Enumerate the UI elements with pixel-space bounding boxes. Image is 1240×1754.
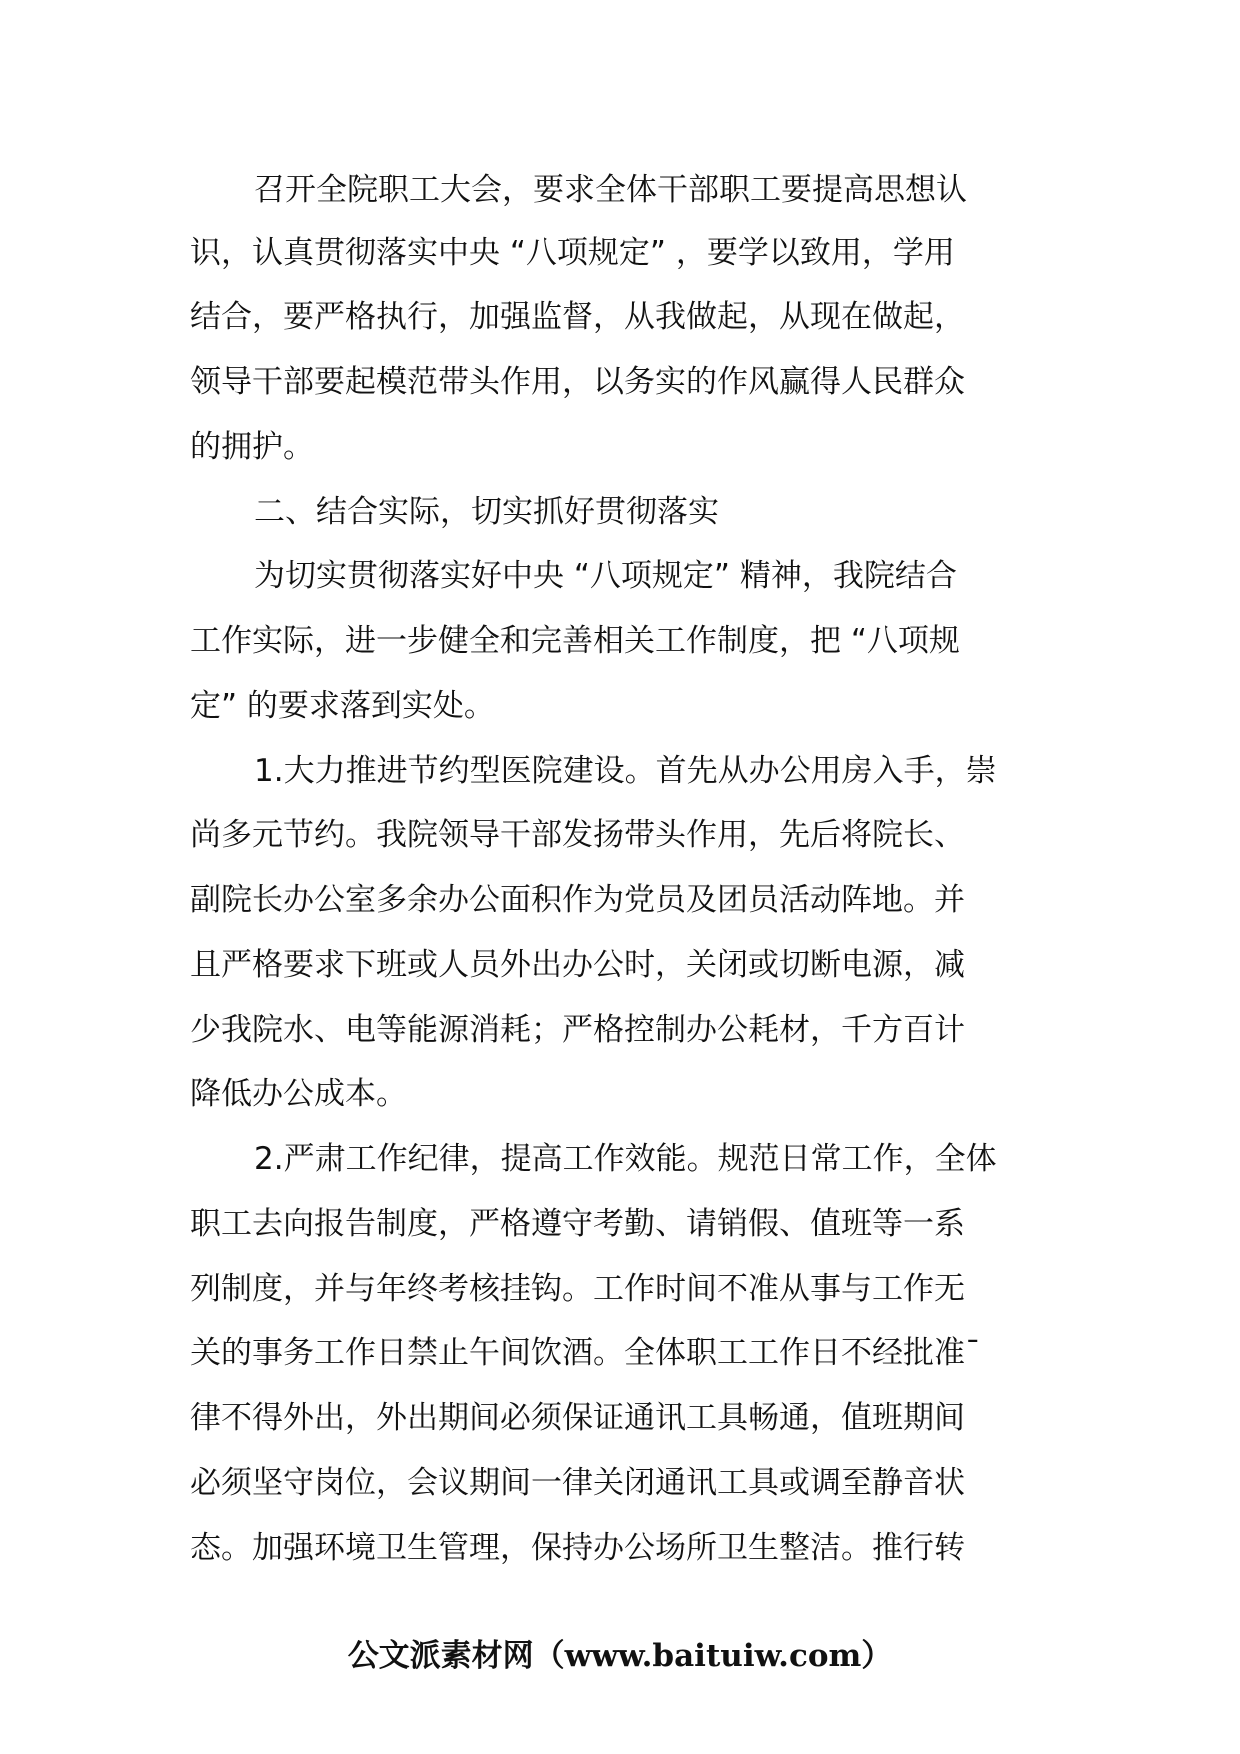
text-line: 职工去向报告制度，严格遵守考勤、请销假、值班等一系 xyxy=(190,1206,965,1242)
text-line: 且严格要求下班或人员外出办公时，关闭或切断电源，减 xyxy=(190,947,965,983)
text-line: 定” 的要求落到实处。 xyxy=(190,688,495,724)
text-line: 关的事务工作日禁止午间饮酒。全体职工工作日不经批准¯ xyxy=(190,1335,981,1371)
footer-watermark: 公文派素材网（www.baituiw.com） xyxy=(347,1638,893,1674)
section-heading: 二、结合实际，切实抓好贯彻落实 xyxy=(254,494,719,530)
text-line: 1.大力推进节约型医院建设。首先从办公用房入手，崇 xyxy=(254,753,997,789)
text-line: 副院长办公室多余办公面积作为党员及团员活动阵地。并 xyxy=(190,882,965,918)
text-line: 列制度，并与年终考核挂钩。工作时间不准从事与工作无 xyxy=(190,1271,965,1307)
text-line: 律不得外出，外出期间必须保证通讯工具畅通，值班期间 xyxy=(190,1400,965,1436)
text-line: 2.严肃工作纪律，提高工作效能。规范日常工作，全体 xyxy=(254,1141,997,1177)
text-line: 降低办公成本。 xyxy=(190,1076,407,1112)
text-line: 为切实贯彻落实好中央 “八项规定” 精神，我院结合 xyxy=(254,558,957,594)
text-line: 召开全院职工大会，要求全体干部职工要提高思想认 xyxy=(254,172,967,208)
text-line: 必须坚守岗位，会议期间一律关闭通讯工具或调至静音状 xyxy=(190,1465,965,1501)
text-line: 结合，要严格执行，加强监督，从我做起，从现在做起， xyxy=(190,299,965,335)
text-line: 的拥护。 xyxy=(190,429,314,465)
text-line: 识，认真贯彻落实中央 “八项规定” ，要学以致用，学用 xyxy=(190,235,955,271)
text-line: 领导干部要起模范带头作用，以务实的作风赢得人民群众 xyxy=(190,364,965,400)
text-line: 态。加强环境卫生管理，保持办公场所卫生整洁。推行转 xyxy=(190,1530,965,1566)
text-line: 尚多元节约。我院领导干部发扬带头作用，先后将院长、 xyxy=(190,817,965,853)
text-line: 工作实际，进一步健全和完善相关工作制度，把 “八项规 xyxy=(190,623,960,659)
text-line: 少我院水、电等能源消耗；严格控制办公耗材，千方百计 xyxy=(190,1012,965,1048)
